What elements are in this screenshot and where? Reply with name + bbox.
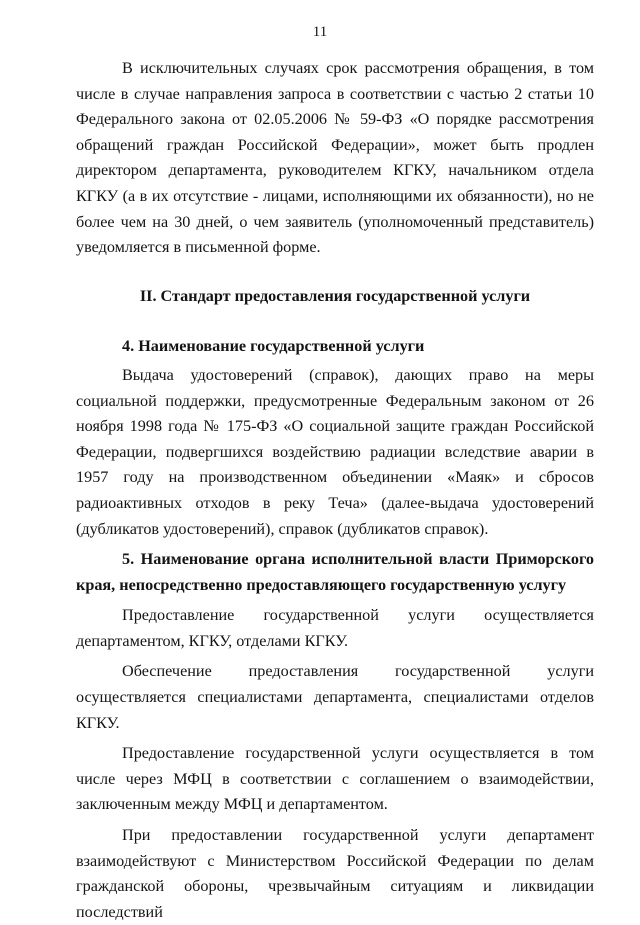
subsection-4-heading: 4. Наименование государственной услуги [122, 337, 425, 356]
subsection-5-paragraph-2: Обеспечение предоставления государственной услуги осуществляется специалистами департамента, специалистами отделов КГКУ. [76, 662, 594, 732]
page-number: 11 [312, 24, 328, 40]
subsection-5-paragraph-1: Предоставление государственной услуги осуществляется департаментом, КГКУ, отделами КГКУ. [76, 606, 594, 650]
document-body [76, 56, 594, 925]
intro-paragraph: В исключительных случаях срок рассмотрения обращения, в том числе в случае направления запроса в соответствии с частью 2 статьи 10 Федерального закона от 02.05.2006 № 59-ФЗ «О порядке рассмотрения обращений граждан Российской Федерации», может быть продлен директором департамента, руководителем КГКУ, начальником отдела КГКУ (а в их отсутствие - лицами, исполняющими их обязанности), но не более чем на 30 дней, о чем заявитель (уполномоченный представитель) уведомляется в письменной форме. [76, 59, 594, 257]
subsection-5-paragraph-4: При предоставлении государственной услуги департамент взаимодействуют с Министерством Российской Федерации по делам гражданской обороны, чрезвычайным ситуациям и ликвидации последствий [76, 826, 594, 921]
section-heading: II. Стандарт предоставления государственной услуги [139, 286, 531, 305]
subsection-4-paragraph: Выдача удостоверений (справок), дающих право на меры социальной поддержки, предусмотренные Федеральным законом от 26 ноября 1998 года № 175-ФЗ «О социальной защите граждан Российской Федерации, подвергшихся воздействию радиации вследствие аварии в 1957 году на производственном объединении «Маяк» и сбросов радиоактивных отходов в реку Теча» (далее-выдача удостоверений (дубликатов удостоверений), справок (дубликатов справок). [76, 365, 594, 538]
subsection-5-heading: 5. Наименование органа исполнительной власти Приморского края, непосредственно предоставляющего государственную услугу [76, 550, 594, 594]
subsection-5-paragraph-3: Предоставление государственной услуги осуществляется в том числе через МФЦ в соответствии с соглашением о взаимодействии, заключенным между МФЦ и департаментом. [76, 744, 594, 814]
